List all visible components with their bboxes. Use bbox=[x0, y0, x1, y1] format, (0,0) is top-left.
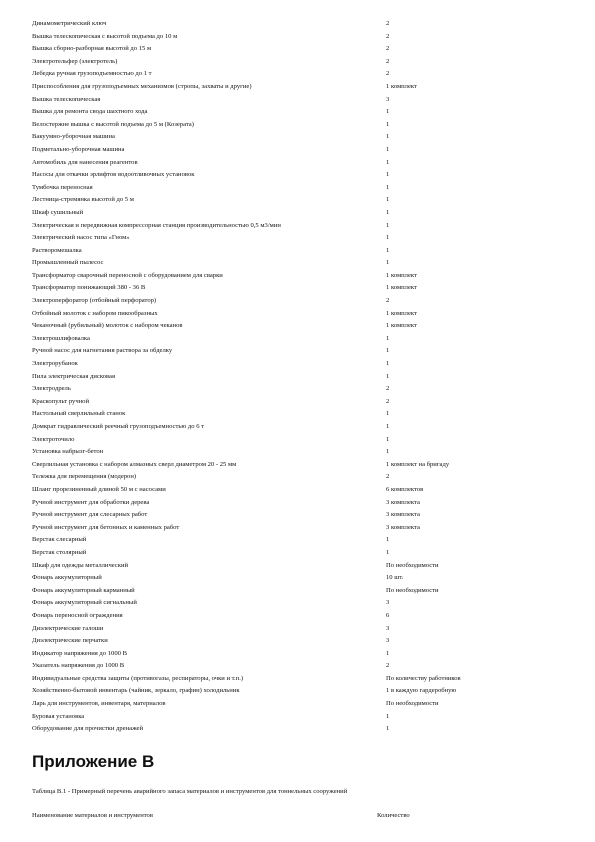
item-name: Электроперфоратор (отбойный перфоратор) bbox=[32, 297, 157, 305]
item-name: Электрический насос типа «Гном» bbox=[32, 234, 130, 242]
table-row bbox=[32, 207, 572, 220]
table-row bbox=[32, 396, 572, 409]
item-name: Фонарь аккумуляторный сигнальный bbox=[32, 599, 137, 607]
table-row bbox=[32, 31, 572, 44]
item-name: Насосы для откачки эрлифтов водоотливочных установок bbox=[32, 171, 195, 179]
table-row bbox=[32, 459, 572, 472]
item-quantity: 1 bbox=[386, 372, 390, 380]
table-row bbox=[32, 509, 572, 522]
item-quantity: 1 комплект bbox=[386, 271, 417, 279]
item-name: Верстак столярный bbox=[32, 548, 87, 556]
item-quantity: 1 bbox=[386, 536, 390, 544]
column-header-quantity: Количество bbox=[377, 812, 410, 819]
table-row bbox=[32, 106, 572, 119]
table-row bbox=[32, 446, 572, 459]
item-quantity: 6 bbox=[386, 611, 390, 619]
item-name: Электроточило bbox=[32, 435, 75, 443]
table-row bbox=[32, 232, 572, 245]
table-row bbox=[32, 383, 572, 396]
item-name: Тележка для перемещения (модерон) bbox=[32, 473, 137, 481]
item-quantity: 1 bbox=[386, 145, 390, 153]
table-caption: Таблица В.1 - Примерный перечень аварийного запаса материалов и инструментов для тоннельных сооружений bbox=[32, 788, 348, 795]
table-row bbox=[32, 698, 572, 711]
table-row bbox=[32, 131, 572, 144]
table-row bbox=[32, 711, 572, 724]
item-quantity: 2 bbox=[386, 45, 390, 53]
item-name: Ручной инструмент для слесарных работ bbox=[32, 511, 148, 519]
table-row bbox=[32, 157, 572, 170]
item-name: Отбойный молоток с набором пикообразных bbox=[32, 309, 158, 317]
item-name: Настольный сверлильный станок bbox=[32, 410, 126, 418]
column-header-name: Наименование материалов и инструментов bbox=[32, 812, 153, 819]
item-quantity: 1 bbox=[386, 221, 390, 229]
table-row bbox=[32, 56, 572, 69]
table-row bbox=[32, 81, 572, 94]
item-name: Верстак слесарный bbox=[32, 536, 87, 544]
item-quantity: 2 bbox=[386, 32, 390, 40]
equipment-list bbox=[32, 18, 572, 736]
item-quantity: 1 bbox=[386, 246, 390, 254]
item-quantity: 1 bbox=[386, 234, 390, 242]
item-quantity: 1 bbox=[386, 448, 390, 456]
item-quantity: По необходимости bbox=[386, 586, 439, 594]
table-row bbox=[32, 660, 572, 673]
item-name: Ручной инструмент для обработки дерева bbox=[32, 498, 150, 506]
item-name: Пила электрическая дисковая bbox=[32, 372, 115, 380]
item-quantity: 1 bbox=[386, 334, 390, 342]
item-quantity: 3 комплекта bbox=[386, 523, 420, 531]
item-name: Автомобиль для нанесения реагентов bbox=[32, 158, 138, 166]
item-quantity: 1 комплект bbox=[386, 322, 417, 330]
item-quantity: 1 комплект bbox=[386, 284, 417, 292]
item-name: Вышка для ремонта свода шахтного хода bbox=[32, 108, 148, 116]
table-row bbox=[32, 358, 572, 371]
item-name: Вышка сборно-разборная высотой до 15 м bbox=[32, 45, 152, 53]
table-row bbox=[32, 320, 572, 333]
table-row bbox=[32, 610, 572, 623]
table-row bbox=[32, 220, 572, 233]
item-name: Вышка телескопическая bbox=[32, 95, 101, 103]
item-quantity: 2 bbox=[386, 385, 390, 393]
table-row bbox=[32, 471, 572, 484]
table-row bbox=[32, 547, 572, 560]
table-row bbox=[32, 270, 572, 283]
item-quantity: 1 bbox=[386, 410, 390, 418]
item-name: Ларь для инструментов, инвентаря, материалов bbox=[32, 700, 166, 708]
item-name: Велостержне вышка с высотой подъема до 5 м (Козерата) bbox=[32, 120, 194, 128]
table-row bbox=[32, 18, 572, 31]
table-row bbox=[32, 257, 572, 270]
item-name: Шкаф для одежды металлический bbox=[32, 561, 129, 569]
item-name: Указатель напряжения до 1000 В bbox=[32, 662, 125, 670]
table-row bbox=[32, 585, 572, 598]
item-name: Шланг прорезиненный длиной 50 м с насосами bbox=[32, 485, 166, 493]
item-name: Фонарь аккумуляторный bbox=[32, 574, 102, 582]
table-row bbox=[32, 169, 572, 182]
table-row bbox=[32, 68, 572, 81]
item-name: Подметально-уборочная машина bbox=[32, 145, 125, 153]
item-name: Промышленный пылесос bbox=[32, 259, 104, 267]
table-row bbox=[32, 572, 572, 585]
item-quantity: 1 bbox=[386, 133, 390, 141]
table-row bbox=[32, 408, 572, 421]
item-quantity: 1 bbox=[386, 360, 390, 368]
table-row bbox=[32, 635, 572, 648]
item-name: Вакуумно-уборочная машина bbox=[32, 133, 115, 141]
table-row bbox=[32, 333, 572, 346]
item-name: Электрошлифовалка bbox=[32, 334, 90, 342]
item-name: Лебедка ручная грузоподъемностью до 1 т bbox=[32, 70, 152, 78]
item-quantity: 1 bbox=[386, 712, 390, 720]
item-name: Ручной насос для нагнетания раствора за обделку bbox=[32, 347, 173, 355]
item-name: Шкаф сушильный bbox=[32, 208, 84, 216]
item-quantity: 1 комплект bbox=[386, 82, 417, 90]
item-quantity: 2 bbox=[386, 20, 390, 27]
item-name: Лестница-стремянка высотой до 5 м bbox=[32, 196, 134, 204]
table-row bbox=[32, 43, 572, 56]
item-quantity: 1 bbox=[386, 423, 390, 430]
item-quantity: 2 bbox=[386, 70, 390, 78]
table-row bbox=[32, 371, 572, 384]
item-name: Краскопульт ручной bbox=[32, 397, 90, 405]
item-name: Диэлектрические галоши bbox=[32, 624, 104, 632]
table-row bbox=[32, 522, 572, 535]
item-quantity: 2 bbox=[386, 297, 390, 305]
item-quantity: 1 bbox=[386, 435, 390, 443]
item-name: Установка набрызг-бетон bbox=[32, 448, 104, 456]
item-name: Диэлектрические перчатки bbox=[32, 637, 108, 645]
item-quantity: 1 bbox=[386, 120, 390, 128]
table-row bbox=[32, 534, 572, 547]
item-name: Вышка телескопическая с высотой подъема до 10 м bbox=[32, 32, 178, 40]
table-row bbox=[32, 94, 572, 107]
item-quantity: 3 комплекта bbox=[386, 511, 420, 519]
item-quantity: По необходимости bbox=[386, 700, 439, 708]
item-name: Ручной инструмент для бетонных и каменных работ bbox=[32, 523, 180, 531]
table-row bbox=[32, 560, 572, 573]
item-quantity: 1 bbox=[386, 183, 390, 191]
item-quantity: 1 bbox=[386, 649, 390, 657]
item-name: Электрическая и передвижная компрессорная станция производительностью 0,5 м3/мин bbox=[32, 221, 281, 229]
table-row bbox=[32, 119, 572, 132]
item-name: Домкрат гидравлический реечный грузоподъемностью до 6 т bbox=[32, 423, 205, 430]
table-row bbox=[32, 282, 572, 295]
table-row bbox=[32, 673, 572, 686]
table-row bbox=[32, 648, 572, 661]
item-name: Электротельфер (электротель) bbox=[32, 57, 118, 65]
item-name: Трансформатор сварочный переносной с оборудованием для сварки bbox=[32, 271, 223, 279]
item-name: Тумбочка переносная bbox=[32, 183, 93, 191]
table-row bbox=[32, 484, 572, 497]
table-row bbox=[32, 434, 572, 447]
item-name: Сверлильная установка с набором алмазных сверл диаметром 20 - 25 мм bbox=[32, 460, 237, 468]
table-row bbox=[32, 421, 572, 434]
table-row bbox=[32, 597, 572, 610]
item-quantity: 3 bbox=[386, 624, 390, 632]
item-quantity: 2 bbox=[386, 57, 390, 65]
item-name: Приспособления для грузоподъемных механизмов (стропы, захваты и другие) bbox=[32, 82, 252, 90]
table-row bbox=[32, 308, 572, 321]
appendix-heading: Приложение В bbox=[32, 752, 155, 771]
table-row bbox=[32, 497, 572, 510]
table-row bbox=[32, 685, 572, 698]
table-row bbox=[32, 723, 572, 736]
item-quantity: 1 bbox=[386, 259, 390, 267]
item-name: Трансформатор понижающий 380 - 36 В bbox=[32, 284, 146, 292]
item-quantity: 1 bbox=[386, 158, 390, 166]
item-quantity: 1 bbox=[386, 171, 390, 179]
item-quantity: 1 в каждую гардеробную bbox=[386, 687, 457, 695]
table-row bbox=[32, 182, 572, 195]
item-name: Индивидуальные средства защиты (противогазы, респираторы, очки и т.п.) bbox=[32, 674, 244, 682]
item-quantity: 1 комплект на бригаду bbox=[386, 460, 450, 468]
item-name: Электрорубанок bbox=[32, 360, 78, 368]
item-quantity: 1 bbox=[386, 108, 390, 116]
item-name: Индикатор напряжения до 1000 В bbox=[32, 649, 127, 657]
item-quantity: 3 bbox=[386, 95, 390, 103]
item-quantity: По необходимости bbox=[386, 561, 439, 569]
item-quantity: 2 bbox=[386, 662, 390, 670]
item-name: Динамометрический ключ bbox=[32, 20, 107, 27]
item-quantity: 3 bbox=[386, 637, 390, 645]
item-quantity: 3 комплекта bbox=[386, 498, 420, 506]
item-quantity: 2 bbox=[386, 397, 390, 405]
item-quantity: 10 шт. bbox=[386, 574, 404, 582]
item-quantity: 1 bbox=[386, 347, 390, 355]
table-row bbox=[32, 245, 572, 258]
item-name: Электродрель bbox=[32, 385, 71, 393]
item-quantity: 2 bbox=[386, 473, 390, 481]
item-quantity: 1 bbox=[386, 548, 390, 556]
table-row bbox=[32, 345, 572, 358]
item-name: Буровая установка bbox=[32, 712, 85, 720]
item-quantity: 6 комплектов bbox=[386, 485, 424, 493]
item-quantity: 1 комплект bbox=[386, 309, 417, 317]
item-name: Чеканочный (рубильный) молоток с набором чеканов bbox=[32, 322, 183, 330]
table-row bbox=[32, 194, 572, 207]
item-quantity: 1 bbox=[386, 208, 390, 216]
item-quantity: По количеству работников bbox=[386, 674, 461, 682]
table-row bbox=[32, 295, 572, 308]
item-name: Фонарь аккумуляторный карманный bbox=[32, 586, 135, 594]
item-name: Фонарь переносной ограждения bbox=[32, 611, 123, 619]
item-name: Оборудование для прочистки дренажей bbox=[32, 725, 144, 733]
item-quantity: 3 bbox=[386, 599, 390, 607]
item-name: Хозяйственно-бытовой инвентарь (чайник, зеркало, графин) холодильник bbox=[32, 687, 240, 695]
item-name: Растворомешалка bbox=[32, 246, 82, 254]
table-row bbox=[32, 144, 572, 157]
item-quantity: 1 bbox=[386, 725, 390, 733]
item-quantity: 1 bbox=[386, 196, 390, 204]
table-row bbox=[32, 623, 572, 636]
